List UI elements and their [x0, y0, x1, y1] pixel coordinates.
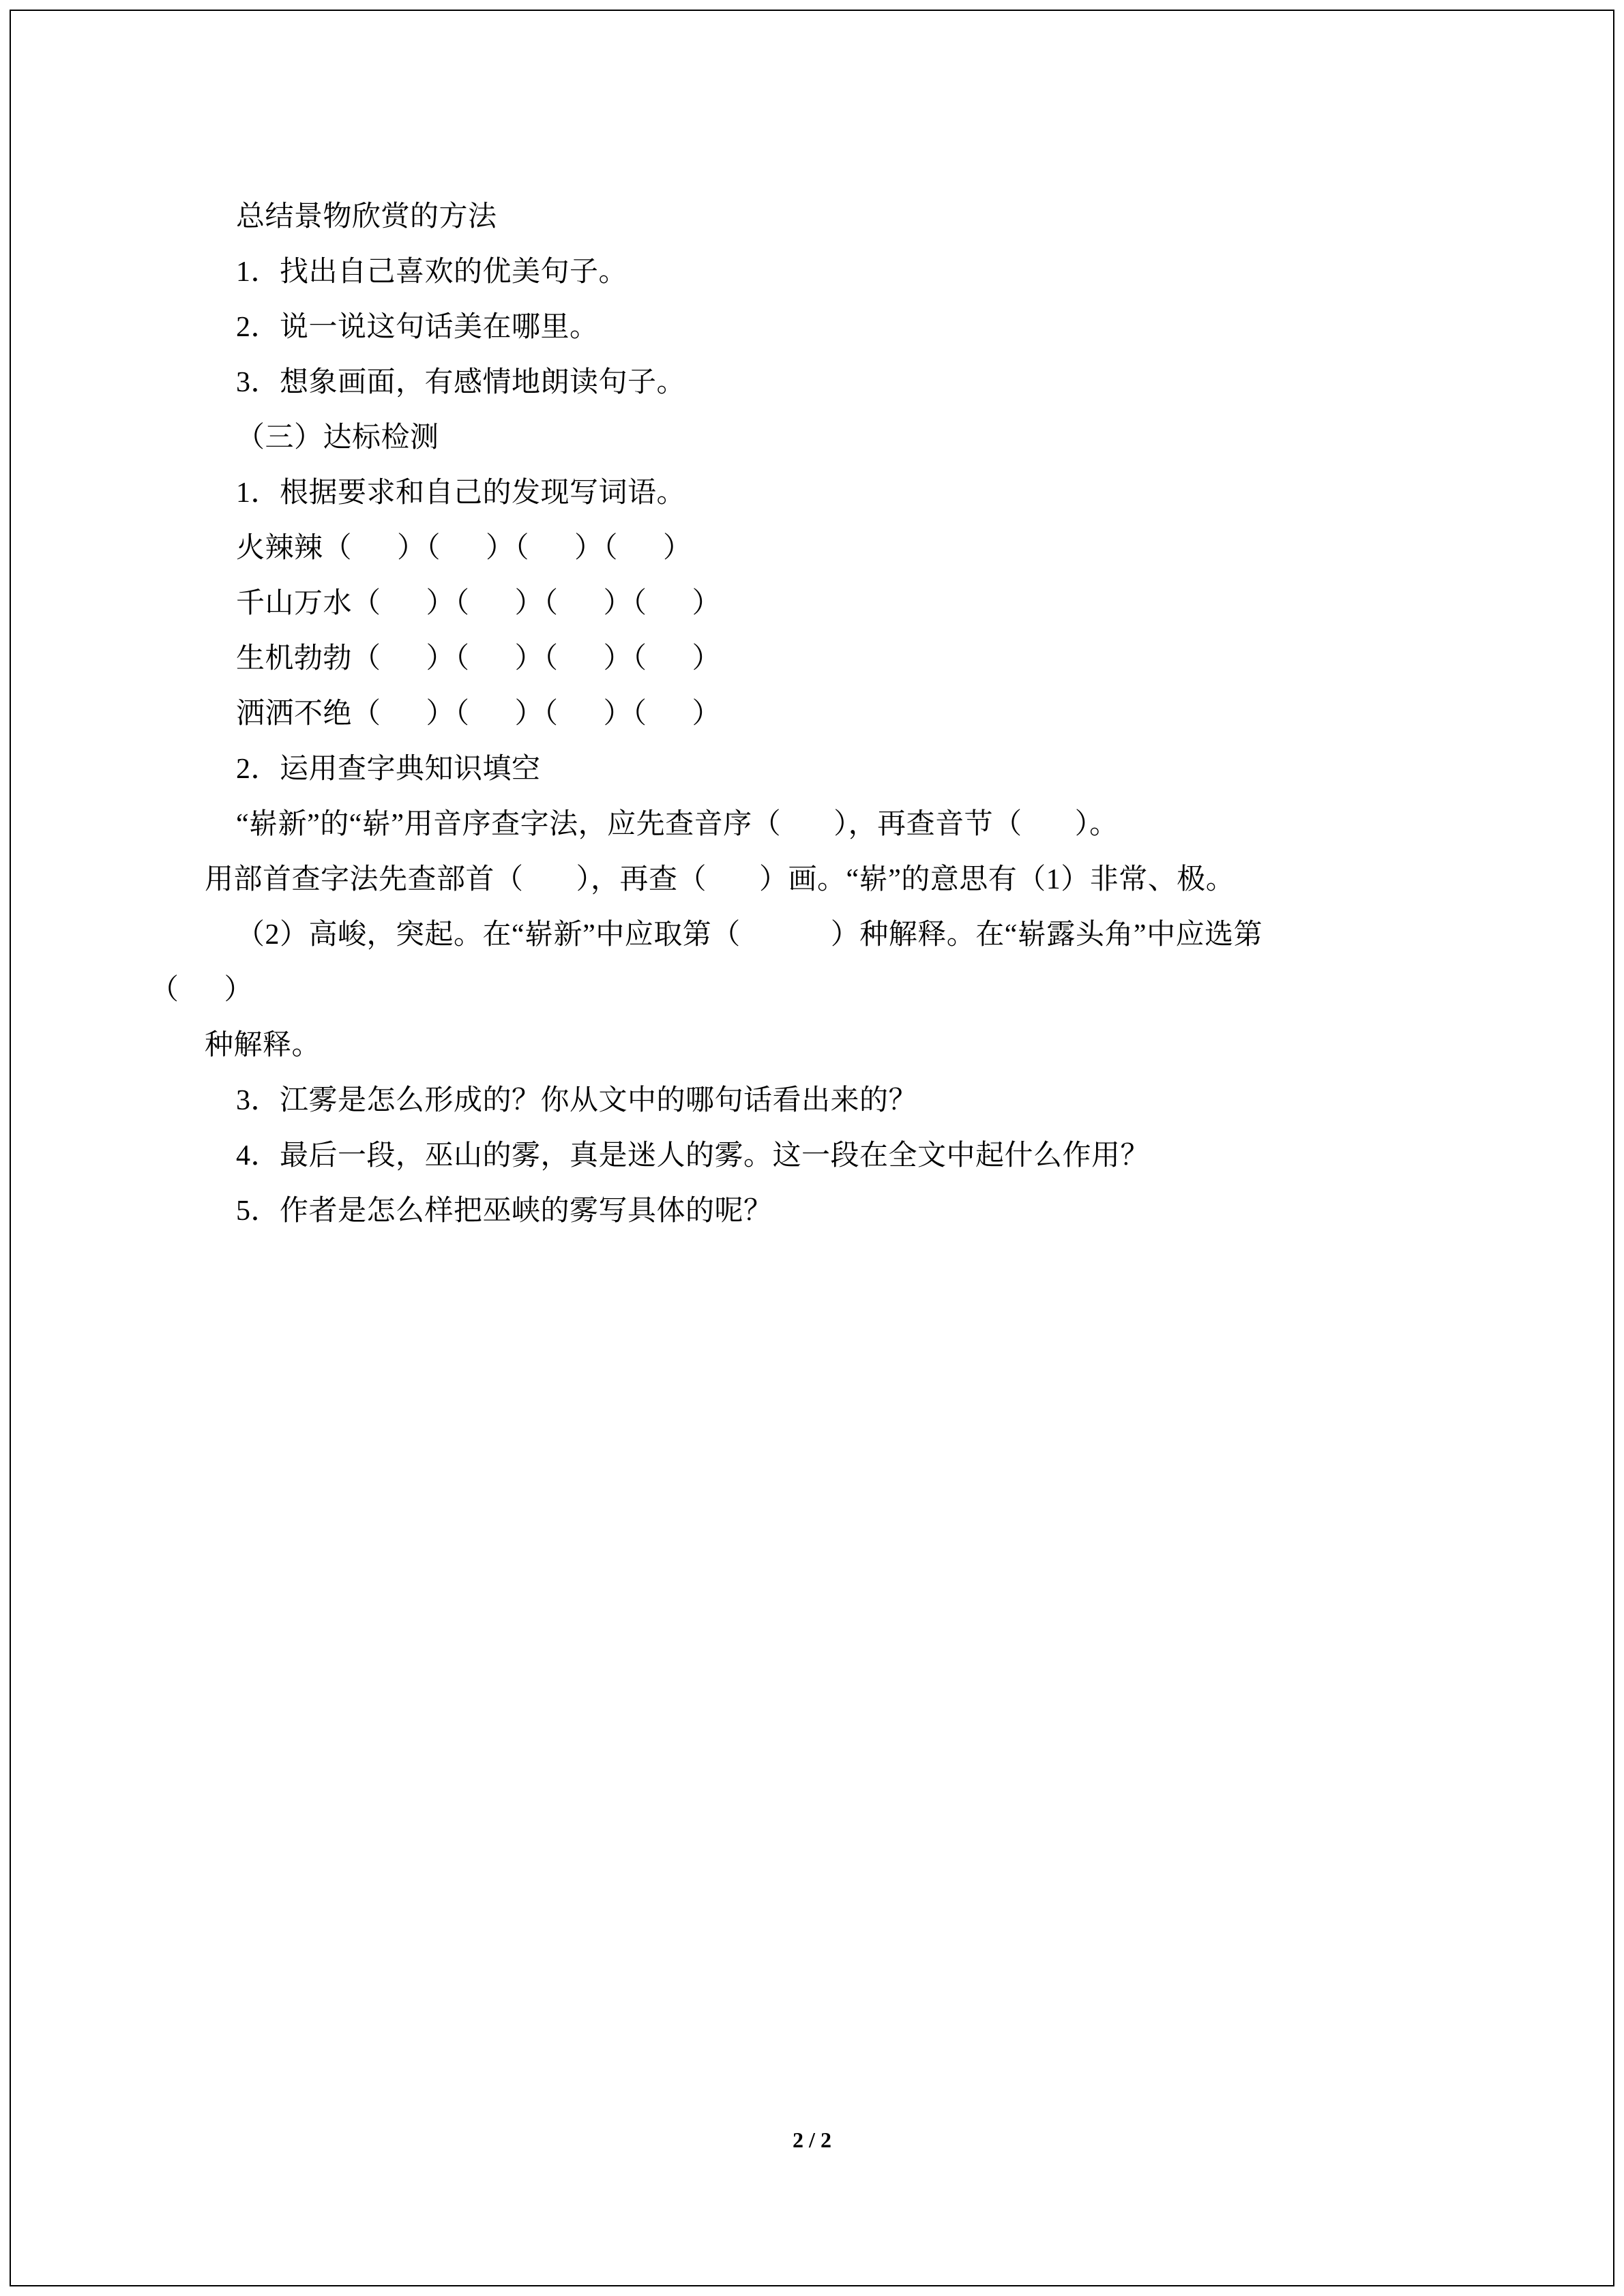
question-line: 5．作者是怎么样把巫峡的雾写具体的呢？	[236, 1195, 773, 1227]
fill-blank-line: 生机勃勃（ ）（ ）（ ）（ ）	[236, 643, 722, 674]
fill-blank-line: 洒洒不绝（ ）（ ）（ ）（ ）	[236, 698, 722, 730]
fill-blank-line: 火辣辣（ ）（ ）（ ）（ ）	[236, 533, 692, 564]
text-line: 2．说一说这句话美在哪里。	[236, 312, 599, 343]
text-line: 1．根据要求和自己的发现写词语。	[236, 477, 686, 509]
fill-blank-line: 用部首查字法先查部首（ ），再查（ ）画。“崭”的意思有（1）非常、极。	[205, 864, 1235, 895]
text-line: 2．运用查字典知识填空	[236, 754, 541, 785]
fill-blank-line: “崭新”的“崭”用音序查字法，应先查音序（ ），再查音节（ ）。	[236, 809, 1119, 840]
question-line: 4．最后一段，巫山的雾，真是迷人的雾。这一段在全文中起什么作用？	[236, 1140, 1150, 1172]
fill-blank-line: （2）高峻，突起。在“崭新”中应取第（ ）种解释。在“崭露头角”中应选第	[236, 919, 1263, 951]
fill-blank-line: （ ）	[150, 974, 254, 1006]
text-line: 总结景物欣赏的方法	[236, 201, 497, 233]
question-line: 3．江雾是怎么形成的？你从文中的哪句话看出来的？	[236, 1085, 918, 1116]
text-line: 种解释。	[205, 1030, 321, 1061]
text-line: 3．想象画面，有感情地朗读句子。	[236, 367, 686, 398]
page-number: 2 / 2	[793, 2128, 831, 2152]
section-heading: （三）达标检测	[236, 422, 439, 453]
text-line: 1．找出自己喜欢的优美句子。	[236, 256, 628, 288]
document-body	[150, 190, 1432, 1239]
fill-blank-line: 千山万水（ ）（ ）（ ）（ ）	[236, 588, 722, 619]
